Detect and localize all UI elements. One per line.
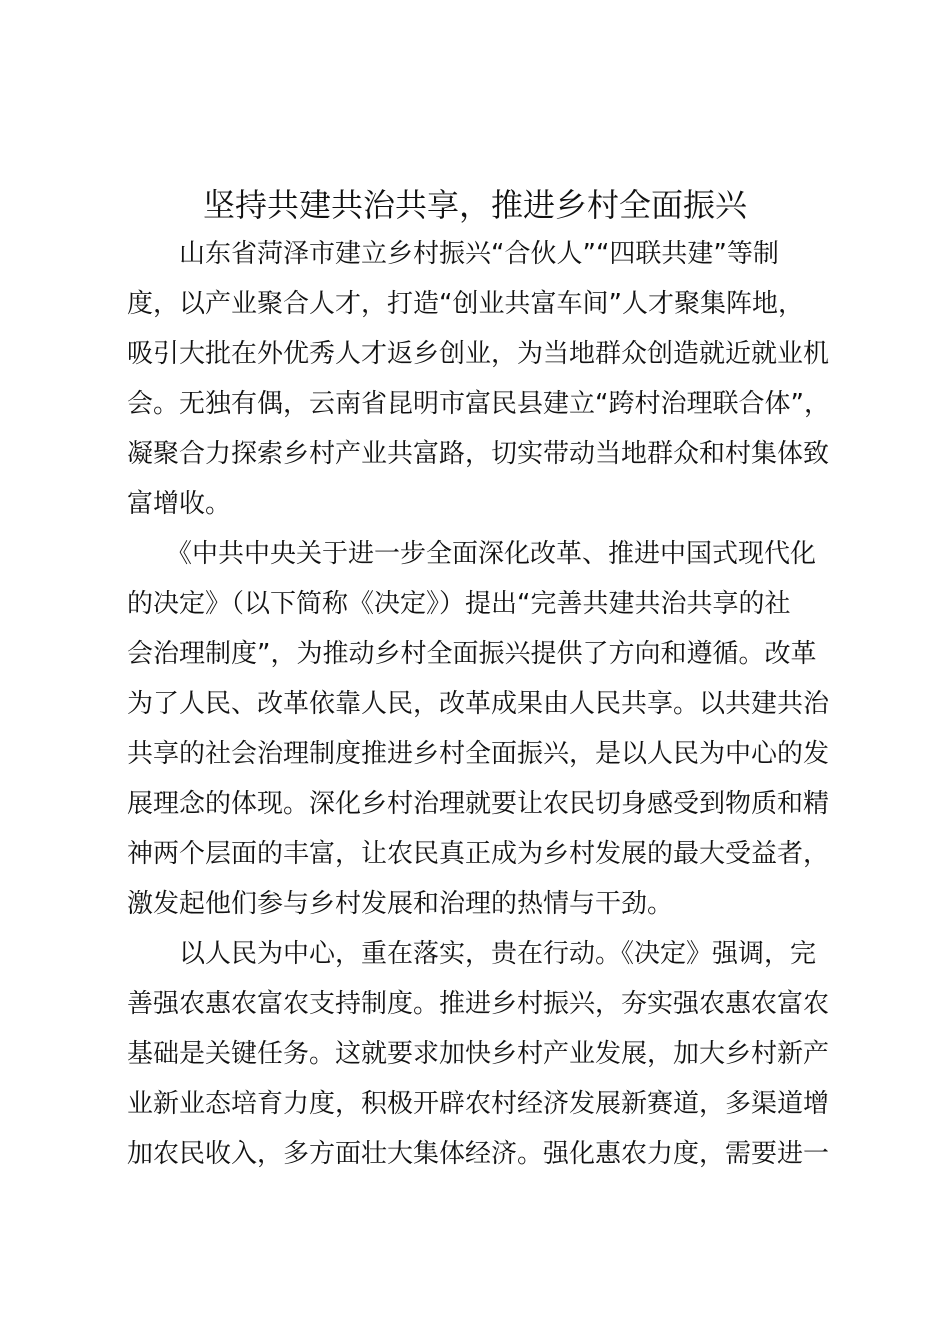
body-line: 会。无独有偶，云南省昆明市富民县建立“跨村治理联合体”， [127, 389, 830, 419]
body-line: 会治理制度”，为推动乡村全面振兴提供了方向和遵循。改革 [127, 639, 817, 669]
body-line: 的决定》（以下简称《决定》）提出“完善共建共治共享的社 [127, 589, 791, 619]
body-line: 以人民为中心，重在落实，贵在行动。《决定》强调，完 [127, 939, 817, 969]
body-line: 业新业态培育力度，积极开辟农村经济发展新赛道，多渠道增 [127, 1089, 830, 1119]
body-line: 神两个层面的丰富，让农民真正成为乡村发展的最大受益者， [127, 839, 830, 869]
body-line: 基础是关键任务。这就要求加快乡村产业发展，加大乡村新产 [127, 1039, 830, 1069]
body-line: 善强农惠农富农支持制度。推进乡村振兴，夯实强农惠农富农 [127, 989, 830, 1019]
article-title: 坚持共建共治共享，推进乡村全面振兴 [202, 186, 747, 224]
body-line: 展理念的体现。深化乡村治理就要让农民切身感受到物质和精 [127, 789, 830, 819]
body-line: 吸引大批在外优秀人才返乡创业，为当地群众创造就近就业机 [127, 339, 830, 369]
body-line: 度，以产业聚合人才，打造“创业共富车间”人才聚集阵地， [127, 289, 804, 319]
body-line: 山东省菏泽市建立乡村振兴“合伙人”“四联共建”等制 [127, 239, 779, 269]
body-line: 《中共中央关于进一步全面深化改革、推进中国式现代化 [127, 539, 817, 569]
body-line: 加农民收入，多方面壮大集体经济。强化惠农力度，需要进一 [127, 1139, 830, 1169]
body-line: 凝聚合力探索乡村产业共富路，切实带动当地群众和村集体致 [127, 439, 830, 469]
body-line: 激发起他们参与乡村发展和治理的热情与干劲。 [127, 889, 674, 919]
body-line: 为了人民、改革依靠人民，改革成果由人民共享。以共建共治 [127, 689, 830, 719]
body-line: 富增收。 [127, 489, 232, 519]
body-line: 共享的社会治理制度推进乡村全面振兴，是以人民为中心的发 [127, 739, 830, 769]
